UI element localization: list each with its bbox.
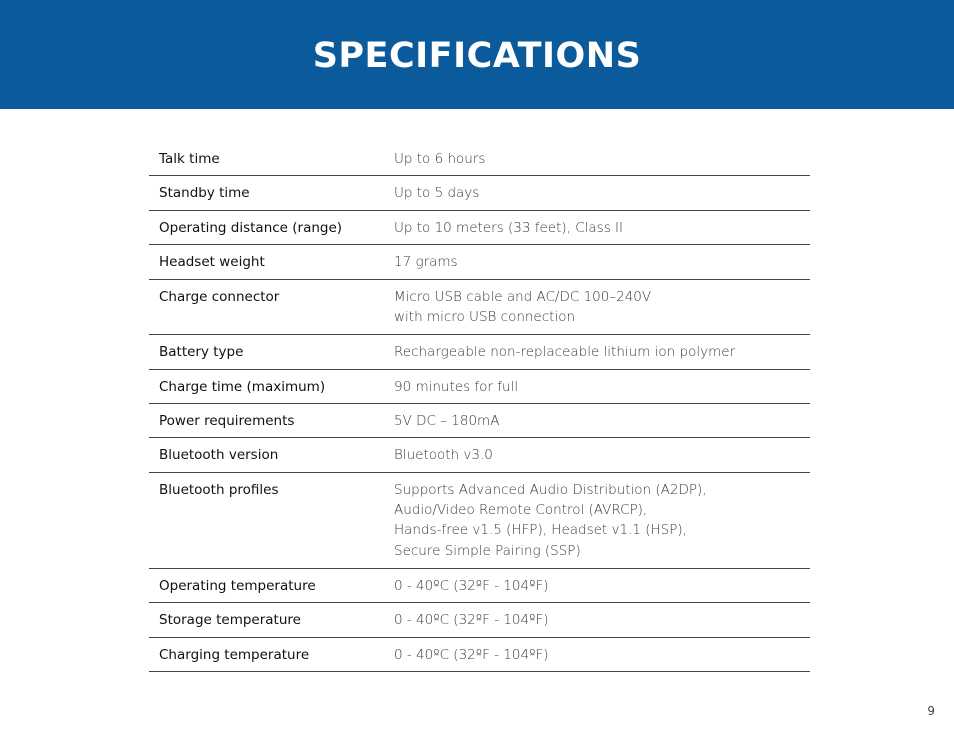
specifications-table <box>149 142 810 672</box>
table-row <box>149 404 810 438</box>
spec-value <box>394 576 810 595</box>
spec-value-line: 90 minutes for full <box>394 378 519 395</box>
spec-label: Standby time <box>159 185 250 202</box>
spec-value-line: with micro USB connection <box>394 308 576 325</box>
spec-label: Talk time <box>159 151 220 167</box>
page-number: 9 <box>927 704 935 718</box>
table-row <box>149 569 810 603</box>
spec-label: Power requirements <box>159 412 295 429</box>
table-row <box>149 638 810 672</box>
spec-value <box>394 411 810 430</box>
spec-value-line: Up to 6 hours <box>394 151 486 167</box>
table-row <box>149 211 810 245</box>
spec-label: Charge time (maximum) <box>159 378 326 395</box>
spec-value-line: Micro USB cable and AC/DC 100–240V <box>394 288 652 305</box>
spec-value-line: 5V DC – 180mA <box>394 412 500 429</box>
spec-value <box>394 252 810 271</box>
spec-value-line: 0 - 40ºC (32ºF - 104ºF) <box>394 577 549 594</box>
spec-value <box>394 218 810 237</box>
spec-value-line: Supports Advanced Audio Distribution (A2DP), <box>394 481 707 498</box>
spec-value <box>394 183 810 202</box>
table-row <box>149 176 810 210</box>
table-row <box>149 335 810 369</box>
spec-label: Charging temperature <box>159 646 310 663</box>
spec-label: Bluetooth profiles <box>159 481 279 498</box>
spec-value-line: Bluetooth v3.0 <box>394 447 493 464</box>
spec-value <box>394 445 810 464</box>
table-row <box>149 438 810 472</box>
spec-label: Operating distance (range) <box>159 219 343 236</box>
spec-label: Battery type <box>159 344 244 361</box>
spec-value <box>394 377 810 396</box>
spec-label: Charge connector <box>159 288 280 305</box>
spec-label: Storage temperature <box>159 612 301 629</box>
spec-value-line: Rechargeable non-replaceable lithium ion polymer <box>394 344 736 361</box>
spec-value <box>394 610 810 629</box>
spec-value-line: Hands-free v1.5 (HFP), Headset v1.1 (HSP), <box>394 522 687 539</box>
spec-value <box>394 287 810 328</box>
spec-value <box>394 480 810 561</box>
table-row <box>149 142 810 176</box>
spec-value-line: Secure Simple Pairing (SSP) <box>394 542 581 559</box>
spec-label: Operating temperature <box>159 577 316 594</box>
spec-label: Bluetooth version <box>159 447 279 464</box>
page-title: SPECIFICATIONS <box>312 35 642 76</box>
spec-label: Headset weight <box>159 254 265 271</box>
spec-value-line: Up to 10 meters (33 feet), Class II <box>394 219 623 236</box>
page-header <box>0 0 954 109</box>
table-row <box>149 245 810 279</box>
spec-value-line: 17 grams <box>394 254 458 271</box>
spec-value <box>394 342 810 361</box>
spec-value-line: Up to 5 days <box>394 185 480 202</box>
spec-value <box>394 149 810 168</box>
table-row <box>149 603 810 637</box>
table-row <box>149 473 810 569</box>
spec-value-line: Audio/Video Remote Control (AVRCP), <box>394 502 648 519</box>
spec-value-line: 0 - 40ºC (32ºF - 104ºF) <box>394 612 549 629</box>
table-row <box>149 280 810 336</box>
table-row <box>149 370 810 404</box>
spec-value <box>394 645 810 664</box>
spec-value-line: 0 - 40ºC (32ºF - 104ºF) <box>394 646 549 663</box>
